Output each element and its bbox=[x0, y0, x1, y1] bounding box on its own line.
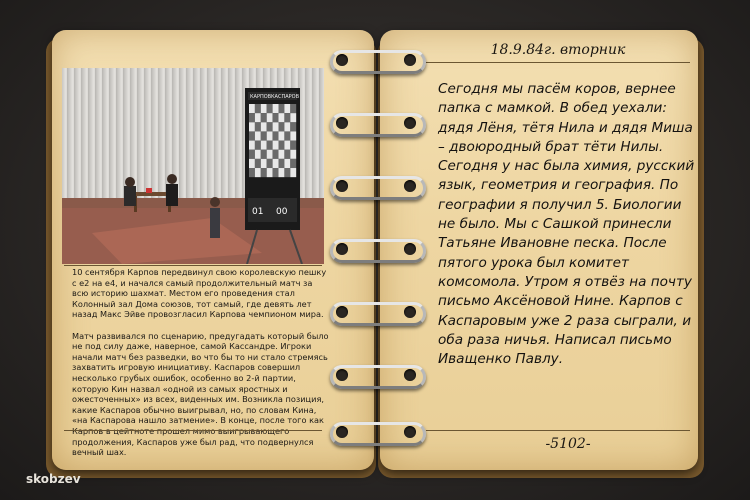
board-square bbox=[290, 159, 296, 168]
binding-ring bbox=[330, 176, 426, 200]
board-square bbox=[255, 113, 261, 122]
page-number: -5102- bbox=[545, 436, 591, 452]
board-square bbox=[267, 104, 273, 113]
board-square bbox=[284, 168, 290, 177]
board-square bbox=[267, 159, 273, 168]
board-square bbox=[284, 122, 290, 131]
watermark: skobzev bbox=[26, 472, 81, 486]
board-square bbox=[249, 113, 255, 122]
board-square bbox=[273, 159, 279, 168]
board-square bbox=[290, 141, 296, 150]
date-underline bbox=[426, 62, 690, 63]
binding-ring bbox=[330, 365, 426, 389]
board-square bbox=[284, 131, 290, 140]
board-square bbox=[290, 150, 296, 159]
board-square bbox=[249, 150, 255, 159]
board-square bbox=[279, 168, 285, 177]
article-caption: 10 сентября Карпов передвинул свою королевскую пешку с e2 на e4, и начался самый продолжительный матч за всю историю шахмат. Местом его проведения стал Колонный зал Дома союзов, тот самый, где девять лет назад Макс Эйве провозгласил Карпова чемпионом мира. Матч развивался по сценарию, предугадать который было не под силу даже, наверное, самой Кассандре. Игроки начали матч без разведки, во что бы то ни стало стремясь захватить игровую инициативу. Каспаров совершил несколько грубых ошибок, особенно во 2-й партии, которую Кин назвал «одной из самых яростных и ожесточенных» из всех, виденных им. Возникла позиция, какие Каспаров обычно выигрывал, но, по словам Кина, «на Каспарова нашло затмение». В конце, после того как продолжения, Каспаров уже был рад, что подвернулся вечный шах. bbox=[72, 267, 329, 458]
board-square bbox=[261, 168, 267, 177]
board-label-right: КАСПАРОВ bbox=[271, 94, 300, 100]
board-square bbox=[249, 168, 255, 177]
right-page bbox=[380, 30, 698, 470]
board-square bbox=[290, 122, 296, 131]
board-square bbox=[255, 104, 261, 113]
board-square bbox=[279, 150, 285, 159]
board-square bbox=[273, 122, 279, 131]
board-square bbox=[249, 141, 255, 150]
board-square bbox=[255, 150, 261, 159]
binding-ring bbox=[330, 422, 426, 446]
left-page bbox=[52, 30, 374, 470]
board-square bbox=[267, 150, 273, 159]
board-square bbox=[261, 131, 267, 140]
caption-divider bbox=[64, 265, 322, 266]
board-square bbox=[261, 122, 267, 131]
board-square bbox=[273, 113, 279, 122]
board-square bbox=[273, 104, 279, 113]
binding-ring bbox=[330, 302, 426, 326]
board-square bbox=[261, 104, 267, 113]
binding-ring bbox=[330, 113, 426, 137]
board-square bbox=[249, 131, 255, 140]
board-square bbox=[267, 131, 273, 140]
board-square bbox=[273, 131, 279, 140]
diary-date: 18.9.84г. вторник bbox=[490, 42, 626, 58]
board-square bbox=[249, 122, 255, 131]
board-square bbox=[279, 113, 285, 122]
board-square bbox=[290, 104, 296, 113]
board-square bbox=[279, 122, 285, 131]
board-square bbox=[284, 150, 290, 159]
board-square bbox=[273, 141, 279, 150]
board-square bbox=[284, 159, 290, 168]
board-square bbox=[284, 141, 290, 150]
board-square bbox=[290, 131, 296, 140]
board-label-left: КАРПОВ bbox=[250, 94, 272, 100]
board-square bbox=[261, 159, 267, 168]
board-square bbox=[290, 113, 296, 122]
demonstration-board bbox=[249, 104, 296, 177]
binding-ring bbox=[330, 50, 426, 74]
bottom-divider bbox=[64, 430, 322, 431]
board-square bbox=[290, 168, 296, 177]
board-square bbox=[267, 122, 273, 131]
board-square bbox=[273, 150, 279, 159]
board-square bbox=[279, 159, 285, 168]
clock-left: 01 bbox=[252, 207, 264, 217]
diary-entry: Сегодня мы пасём коров, вернее папка с мамкой. В обед уехали: дядя Лёня, тётя Нила и дядя Миша – двоюродный брат тёти Нилы. Сегодня у нас была химия, русский язык, геометрия и география. По географии я получил 5. Биологии не было. Мы с Сашкой принесли Татьяне Ивановне песка. После пятого урока был комитет комсомола. Утром я отвёз на почту письмо Аксёновой Нине. Карпов с Каспаровым уже 2 раза сыграли, и оба раза ничья. Написал письмо Иващенко Павлу. bbox=[438, 81, 695, 368]
board-square bbox=[261, 141, 267, 150]
board-square bbox=[279, 104, 285, 113]
board-square bbox=[261, 150, 267, 159]
board-square bbox=[249, 159, 255, 168]
board-square bbox=[273, 168, 279, 177]
chess-match-photo bbox=[62, 68, 324, 264]
board-square bbox=[284, 113, 290, 122]
board-square bbox=[249, 104, 255, 113]
board-square bbox=[279, 141, 285, 150]
board-square bbox=[267, 113, 273, 122]
board-square bbox=[267, 168, 273, 177]
board-square bbox=[261, 113, 267, 122]
board-square bbox=[279, 131, 285, 140]
board-square bbox=[255, 131, 261, 140]
board-square bbox=[255, 168, 261, 177]
board-square bbox=[284, 104, 290, 113]
board-square bbox=[255, 141, 261, 150]
binding-ring bbox=[330, 239, 426, 263]
board-square bbox=[267, 141, 273, 150]
board-square bbox=[255, 159, 261, 168]
page-number-rule bbox=[426, 430, 690, 431]
clock-right: 00 bbox=[276, 207, 288, 217]
board-square bbox=[255, 122, 261, 131]
